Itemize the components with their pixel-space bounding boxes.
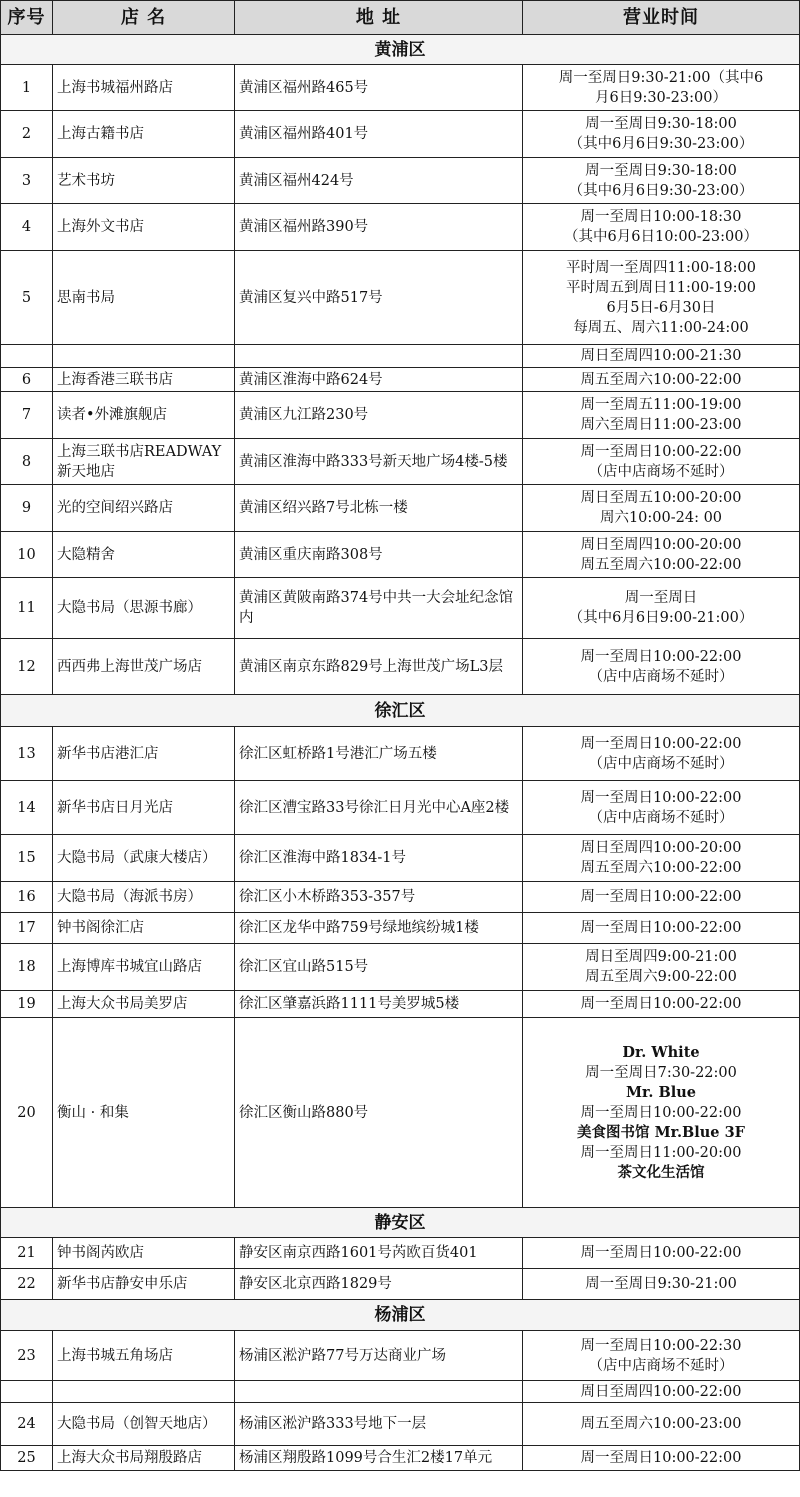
store-number: 6	[1, 368, 53, 392]
district-name: 徐汇区	[1, 695, 800, 727]
hours-line: 周一至周日9:30-21:00	[585, 1276, 737, 1292]
store-number: 8	[1, 439, 53, 485]
hours-line: 周一至周日9:30-18:00	[585, 162, 737, 179]
table-row	[1, 944, 800, 991]
district-row	[1, 695, 800, 727]
store-number: 22	[1, 1269, 53, 1300]
store-hours	[523, 1403, 800, 1446]
store-address: 静安区南京西路1601号芮欧百货401	[235, 1238, 523, 1269]
table-row	[1, 991, 800, 1018]
store-name: 上海书城福州路店	[53, 65, 235, 111]
hours-line: 周一至周日10:00-22:00	[580, 889, 742, 905]
store-address: 杨浦区淞沪路77号万达商业广场	[235, 1331, 523, 1381]
store-hours	[523, 485, 800, 532]
store-number	[1, 1381, 53, 1403]
store-number: 5	[1, 251, 53, 345]
table-row	[1, 111, 800, 158]
store-address: 徐汇区衡山路880号	[235, 1018, 523, 1208]
hours-line: （店中店商场不延时）	[588, 463, 734, 480]
hours-line: 茶文化生活馆	[617, 1163, 705, 1181]
table-row	[1, 781, 800, 835]
store-number: 3	[1, 158, 53, 204]
store-name: 读者•外滩旗舰店	[53, 392, 235, 439]
store-hours	[523, 204, 800, 251]
hours-line: 周日至周四10:00-21:30	[580, 348, 742, 364]
hours-line: 周日至周四10:00-22:00	[580, 1383, 742, 1400]
store-number: 15	[1, 835, 53, 882]
hours-line: 周五至周六10:00-22:00	[580, 371, 742, 388]
table-row	[1, 158, 800, 204]
district-name: 静安区	[1, 1208, 800, 1238]
store-hours	[523, 1446, 800, 1471]
store-name: 钟书阁芮欧店	[53, 1238, 235, 1269]
hours-line: （其中6月6日9:30-23:00）	[568, 136, 754, 152]
store-address: 黄浦区绍兴路7号北栋一楼	[235, 485, 523, 532]
hours-line: 周一至周日10:00-22:00	[580, 443, 742, 460]
store-address: 黄浦区南京东路829号上海世茂广场L3层	[235, 639, 523, 695]
hours-line: 周五至周六9:00-22:00	[585, 969, 737, 985]
table-row	[1, 578, 800, 639]
hours-line: 周一至周日	[624, 590, 698, 606]
store-hours	[523, 1381, 800, 1403]
district-name: 黄浦区	[1, 35, 800, 65]
hours-line: 周六至周日11:00-23:00	[580, 417, 742, 433]
store-name: 钟书阁徐汇店	[53, 913, 235, 944]
table-row	[1, 1403, 800, 1446]
hours-line: 周五至周六10:00-23:00	[580, 1416, 742, 1432]
store-name: 大隐精舍	[53, 532, 235, 578]
store-name	[53, 345, 235, 368]
store-name: 上海大众书局翔殷路店	[53, 1446, 235, 1471]
hours-line: （店中店商场不延时）	[588, 668, 734, 685]
store-address	[235, 345, 523, 368]
store-number: 14	[1, 781, 53, 835]
store-hours	[523, 111, 800, 158]
hours-line: 平时周五到周日11:00-19:00	[566, 279, 756, 296]
header-address: 地 址	[235, 1, 523, 35]
hours-line: （店中店商场不延时）	[588, 755, 734, 772]
table-row	[1, 1446, 800, 1471]
store-address: 静安区北京西路1829号	[235, 1269, 523, 1300]
store-hours	[523, 1018, 800, 1208]
hours-line: 周一至周日10:00-22:00	[580, 735, 742, 752]
hours-line: （其中6月6日9:00-21:00）	[568, 610, 754, 626]
store-hours	[523, 835, 800, 882]
store-number: 23	[1, 1331, 53, 1381]
store-hours	[523, 345, 800, 368]
table-row	[1, 1269, 800, 1300]
store-number: 7	[1, 392, 53, 439]
store-number: 20	[1, 1018, 53, 1208]
store-number	[1, 345, 53, 368]
table-row	[1, 1381, 800, 1403]
hours-line: 月6日9:30-23:00）	[595, 89, 727, 106]
store-hours	[523, 944, 800, 991]
store-number: 2	[1, 111, 53, 158]
header-hours: 营业时间	[523, 1, 800, 35]
hours-line: 周日至周四9:00-21:00	[585, 949, 737, 965]
table-row	[1, 1238, 800, 1269]
store-hours	[523, 251, 800, 345]
store-address: 黄浦区淮海中路624号	[235, 368, 523, 392]
store-name: 上海古籍书店	[53, 111, 235, 158]
store-hours	[523, 368, 800, 392]
store-address: 黄浦区重庆南路308号	[235, 532, 523, 578]
hours-line: 周一至周日10:00-22:00	[580, 920, 742, 936]
hours-line: 美食图书馆 Mr.Blue 3F	[577, 1123, 745, 1141]
store-number: 9	[1, 485, 53, 532]
hours-line: 周日至周四10:00-20:00	[580, 536, 742, 553]
store-number: 24	[1, 1403, 53, 1446]
table-row	[1, 392, 800, 439]
header-row	[1, 1, 800, 35]
store-number: 1	[1, 65, 53, 111]
store-address: 黄浦区复兴中路517号	[235, 251, 523, 345]
hours-line: 周一至周日10:00-22:00	[580, 1245, 742, 1261]
store-hours	[523, 727, 800, 781]
hours-line: （其中6月6日9:30-23:00）	[568, 182, 754, 199]
store-hours	[523, 578, 800, 639]
header-store-name: 店 名	[53, 1, 235, 35]
store-name: 新华书店港汇店	[53, 727, 235, 781]
hours-line: 6月5日-6月30日	[606, 299, 716, 316]
store-name: 衡山 · 和集	[53, 1018, 235, 1208]
store-number: 18	[1, 944, 53, 991]
table-row	[1, 835, 800, 882]
store-address: 黄浦区福州路401号	[235, 111, 523, 158]
store-number: 4	[1, 204, 53, 251]
store-hours	[523, 1238, 800, 1269]
store-hours	[523, 439, 800, 485]
table-row	[1, 639, 800, 695]
store-address: 徐汇区肇嘉浜路1111号美罗城5楼	[235, 991, 523, 1018]
store-name: 上海外文书店	[53, 204, 235, 251]
table-row	[1, 485, 800, 532]
store-number: 21	[1, 1238, 53, 1269]
table-row	[1, 913, 800, 944]
store-name: 大隐书局（思源书廊）	[53, 578, 235, 639]
district-row	[1, 35, 800, 65]
store-name: 上海书城五角场店	[53, 1331, 235, 1381]
table-row	[1, 1018, 800, 1208]
store-address: 黄浦区九江路230号	[235, 392, 523, 439]
store-hours	[523, 1269, 800, 1300]
store-hours	[523, 882, 800, 913]
table-row	[1, 439, 800, 485]
district-row	[1, 1208, 800, 1238]
hours-line: 周一至周日9:30-21:00（其中6	[558, 69, 764, 86]
store-number: 25	[1, 1446, 53, 1471]
store-name: 上海大众书局美罗店	[53, 991, 235, 1018]
hours-line: Dr. White	[622, 1043, 700, 1061]
table-body	[1, 35, 800, 1471]
store-hours	[523, 65, 800, 111]
store-name: 上海三联书店READWAY新天地店	[53, 439, 235, 485]
store-hours	[523, 1331, 800, 1381]
hours-line: （店中店商场不延时）	[588, 809, 734, 826]
hours-line: 周五至周六10:00-22:00	[580, 860, 742, 876]
table-row	[1, 532, 800, 578]
table-row	[1, 882, 800, 913]
store-hours	[523, 913, 800, 944]
store-number: 10	[1, 532, 53, 578]
store-address	[235, 1381, 523, 1403]
table-row	[1, 204, 800, 251]
store-number: 13	[1, 727, 53, 781]
store-address: 徐汇区虹桥路1号港汇广场五楼	[235, 727, 523, 781]
store-hours	[523, 532, 800, 578]
hours-line: 周一至周日10:00-22:00	[580, 1450, 742, 1466]
hours-line: 每周五、周六11:00-24:00	[573, 319, 749, 336]
store-name	[53, 1381, 235, 1403]
header-number: 序号	[1, 1, 53, 35]
store-number: 11	[1, 578, 53, 639]
hours-line: 周六10:00-24: 00	[599, 510, 723, 526]
hours-line: 周日至周五10:00-20:00	[580, 490, 742, 506]
hours-line: （店中店商场不延时）	[588, 1357, 734, 1374]
hours-line: 周日至周四10:00-20:00	[580, 840, 742, 856]
hours-line: 周五至周六10:00-22:00	[580, 556, 742, 573]
store-name: 上海香港三联书店	[53, 368, 235, 392]
hours-line: 周一至周日11:00-20:00	[580, 1144, 742, 1161]
store-name: 新华书店日月光店	[53, 781, 235, 835]
store-address: 徐汇区小木桥路353-357号	[235, 882, 523, 913]
store-hours	[523, 392, 800, 439]
store-hours	[523, 158, 800, 204]
store-hours	[523, 781, 800, 835]
store-address: 黄浦区福州路390号	[235, 204, 523, 251]
hours-line: 周一至周日10:00-22:00	[580, 648, 742, 665]
store-name: 艺术书坊	[53, 158, 235, 204]
store-name: 新华书店静安申乐店	[53, 1269, 235, 1300]
store-name: 大隐书局（武康大楼店）	[53, 835, 235, 882]
store-number: 17	[1, 913, 53, 944]
store-address: 徐汇区宜山路515号	[235, 944, 523, 991]
store-address: 杨浦区翔殷路1099号合生汇2楼17单元	[235, 1446, 523, 1471]
store-name: 大隐书局（创智天地店）	[53, 1403, 235, 1446]
district-row	[1, 1300, 800, 1331]
store-name: 思南书局	[53, 251, 235, 345]
store-number: 12	[1, 639, 53, 695]
hours-line: 周一至周日10:00-22:30	[580, 1337, 742, 1354]
store-hours	[523, 639, 800, 695]
store-name: 大隐书局（海派书房）	[53, 882, 235, 913]
store-address: 黄浦区福州424号	[235, 158, 523, 204]
hours-line: 周一至周日10:00-22:00	[580, 996, 742, 1012]
table-row	[1, 345, 800, 368]
store-name: 光的空间绍兴路店	[53, 485, 235, 532]
store-number: 16	[1, 882, 53, 913]
store-address: 徐汇区淮海中路1834-1号	[235, 835, 523, 882]
hours-line: 周一至周五11:00-19:00	[580, 397, 742, 413]
hours-line: 周一至周日10:00-22:00	[580, 1104, 742, 1121]
table-row	[1, 251, 800, 345]
table-row	[1, 368, 800, 392]
store-name: 西西弗上海世茂广场店	[53, 639, 235, 695]
store-address: 杨浦区淞沪路333号地下一层	[235, 1403, 523, 1446]
hours-line: Mr. Blue	[626, 1083, 696, 1101]
hours-line: 周一至周日7:30-22:00	[585, 1064, 737, 1081]
store-number: 19	[1, 991, 53, 1018]
store-address: 黄浦区福州路465号	[235, 65, 523, 111]
table-row	[1, 1331, 800, 1381]
hours-line: 平时周一至周四11:00-18:00	[566, 259, 756, 276]
hours-line: 周一至周日10:00-22:00	[580, 789, 742, 806]
store-address: 黄浦区淮海中路333号新天地广场4楼-5楼	[235, 439, 523, 485]
district-name: 杨浦区	[1, 1300, 800, 1331]
store-address: 徐汇区龙华中路759号绿地缤纷城1楼	[235, 913, 523, 944]
hours-line: 周一至周日9:30-18:00	[585, 116, 737, 132]
table-row	[1, 727, 800, 781]
store-name: 上海博库书城宜山路店	[53, 944, 235, 991]
hours-line: （其中6月6日10:00-23:00）	[564, 229, 758, 245]
table-row	[1, 65, 800, 111]
hours-line: 周一至周日10:00-18:30	[580, 209, 742, 225]
store-hours	[523, 991, 800, 1018]
store-address: 黄浦区黄陂南路374号中共一大会址纪念馆内	[235, 578, 523, 639]
store-address: 徐汇区漕宝路33号徐汇日月光中心A座2楼	[235, 781, 523, 835]
